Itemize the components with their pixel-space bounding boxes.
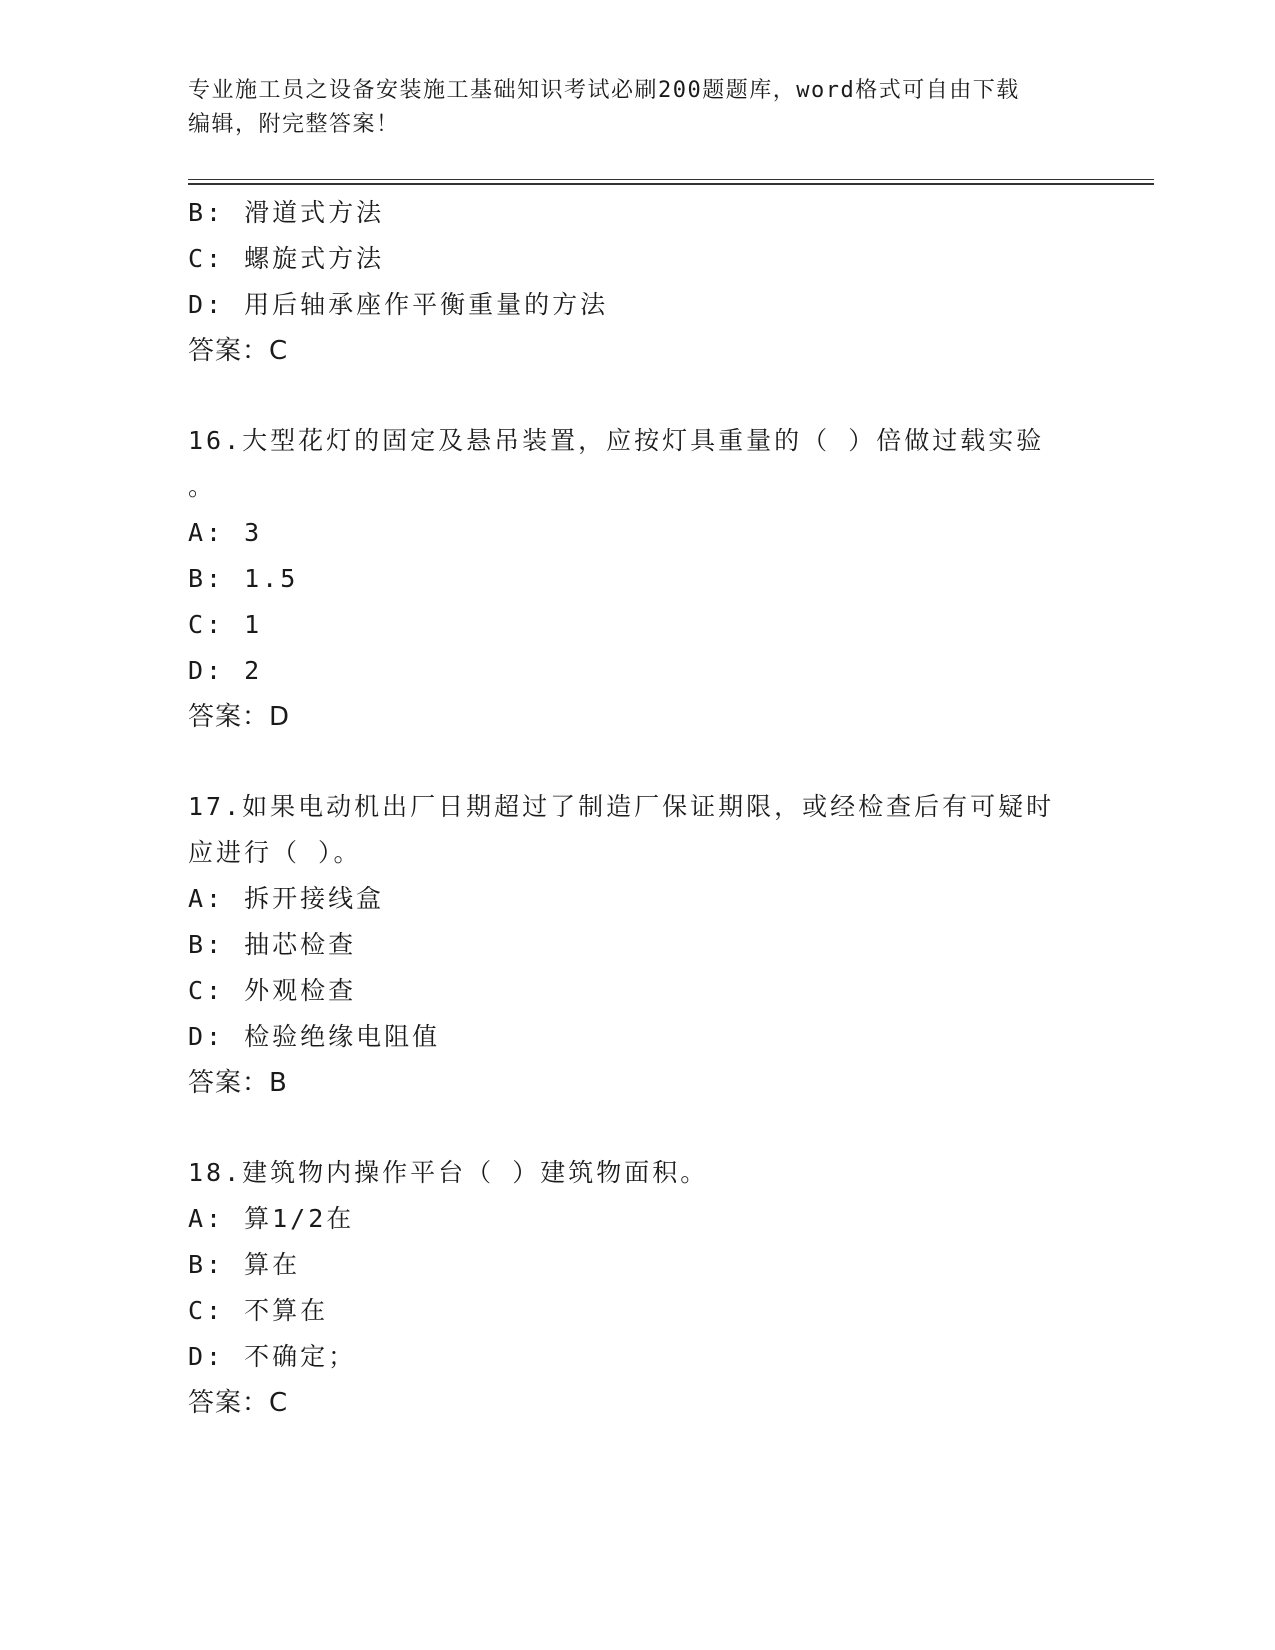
question-text-line-1: 16.大型花灯的固定及悬吊装置，应按灯具重量的（ ）倍做过载实验 xyxy=(188,426,1045,455)
option-text: 抽芯检查 xyxy=(244,930,357,959)
option-letter: C: xyxy=(188,1296,225,1325)
option-text: 滑道式方法 xyxy=(244,198,385,227)
question-16-block xyxy=(188,418,1088,740)
question-text-line-2: 。 xyxy=(188,472,217,501)
prev-question-block xyxy=(188,190,1088,374)
option-letter: D: xyxy=(188,1022,225,1051)
option-c xyxy=(188,1288,1088,1334)
answer-line: 答案：C xyxy=(188,1388,289,1418)
answer-line: 答案：B xyxy=(188,1068,288,1098)
option-text: 1 xyxy=(244,610,263,639)
question-18-block xyxy=(188,1150,1088,1426)
header-divider-thick xyxy=(188,183,1154,185)
option-text: 不确定； xyxy=(244,1342,357,1371)
option-text: 外观检查 xyxy=(244,976,357,1005)
option-text: 算1/2在 xyxy=(244,1204,355,1233)
question-text-line-1: 18.建筑物内操作平台（ ）建筑物面积。 xyxy=(188,1158,709,1187)
option-c xyxy=(188,968,1088,1014)
option-letter: B: xyxy=(188,198,225,227)
option-d xyxy=(188,1014,1088,1060)
option-text: 1.5 xyxy=(244,564,299,593)
option-letter: D: xyxy=(188,656,225,685)
option-a xyxy=(188,510,1088,556)
answer-line: 答案：D xyxy=(188,702,291,732)
option-c xyxy=(188,236,1088,282)
option-b xyxy=(188,922,1088,968)
option-letter: D: xyxy=(188,290,225,319)
option-text: 拆开接线盒 xyxy=(244,884,385,913)
option-d xyxy=(188,282,1088,328)
option-letter: A: xyxy=(188,884,225,913)
option-text: 检验绝缘电阻值 xyxy=(244,1022,441,1051)
option-a xyxy=(188,876,1088,922)
header-line-1: 专业施工员之设备安装施工基础知识考试必刷200题题库，word格式可自由下载 xyxy=(188,78,1020,103)
option-letter: C: xyxy=(188,610,225,639)
option-text: 3 xyxy=(244,518,263,547)
option-d xyxy=(188,648,1088,694)
question-17-block xyxy=(188,784,1088,1106)
option-a xyxy=(188,1196,1088,1242)
option-text: 2 xyxy=(244,656,263,685)
option-text: 不算在 xyxy=(244,1296,329,1325)
document-header xyxy=(188,74,1088,142)
option-letter: A: xyxy=(188,1204,225,1233)
header-divider-thin xyxy=(188,179,1154,180)
option-b xyxy=(188,1242,1088,1288)
option-letter: B: xyxy=(188,1250,225,1279)
option-letter: B: xyxy=(188,564,225,593)
option-letter: B: xyxy=(188,930,225,959)
option-c xyxy=(188,602,1088,648)
answer-line: 答案：C xyxy=(188,336,289,366)
option-b xyxy=(188,556,1088,602)
option-letter: A: xyxy=(188,518,225,547)
document-body xyxy=(188,190,1088,1426)
option-d xyxy=(188,1334,1088,1380)
option-text: 螺旋式方法 xyxy=(244,244,385,273)
option-letter: C: xyxy=(188,244,225,273)
question-text-line-1: 17.如果电动机出厂日期超过了制造厂保证期限，或经检查后有可疑时 xyxy=(188,792,1055,821)
header-line-2: 编辑，附完整答案！ xyxy=(188,112,400,137)
option-b xyxy=(188,190,1088,236)
option-text: 用后轴承座作平衡重量的方法 xyxy=(244,290,609,319)
option-text: 算在 xyxy=(244,1250,301,1279)
option-letter: D: xyxy=(188,1342,225,1371)
option-letter: C: xyxy=(188,976,225,1005)
question-text-line-2: 应进行（ ）。 xyxy=(188,838,362,867)
